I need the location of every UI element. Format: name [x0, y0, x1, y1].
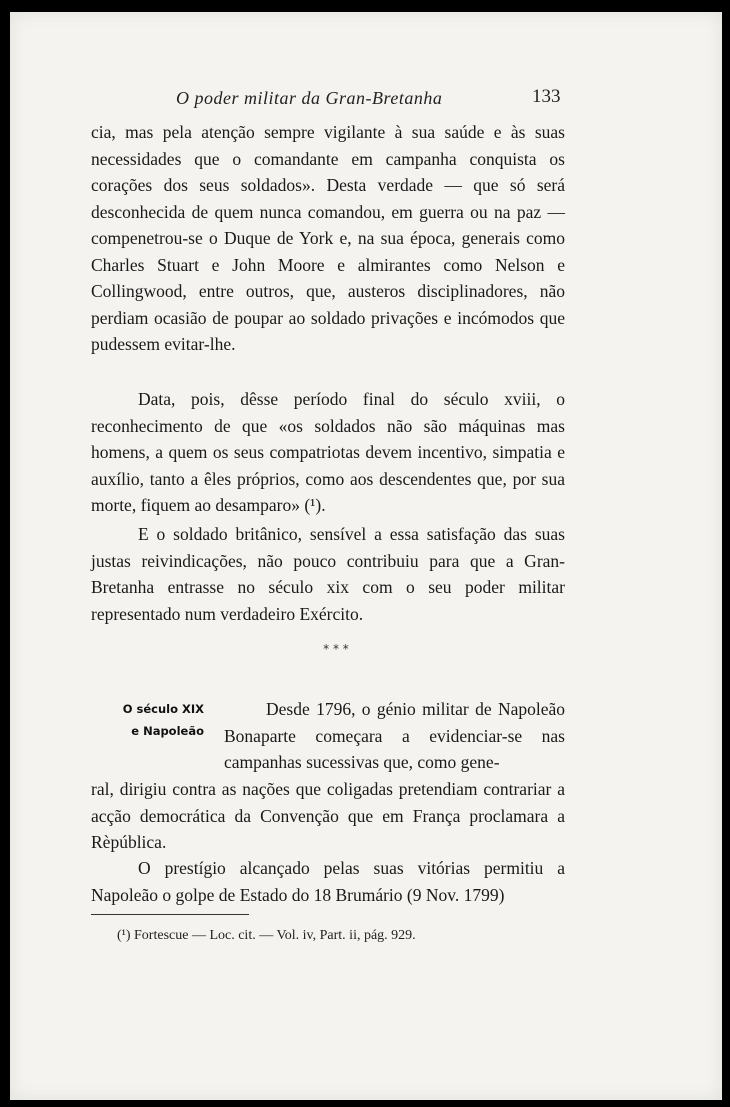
paragraph-5: O prestígio alcançado pelas suas vitórias permitiu a Napoleão o golpe de Estado do 18 Brumário (9 Nov. 1799)	[91, 858, 565, 905]
page-number: 133	[532, 86, 561, 107]
margin-note	[112, 698, 204, 742]
paragraph-1: cia, mas pela atenção sempre vigilante à sua saúde e às suas necessidades que o comandante em campanha conquista os corações dos seus soldados». Desta verdade — que só será desconhecida de quem nunca comandou, em guerra ou na paz — compenetrou-se o Duque de York e, na sua época, generais como Charles Stuart e John Moore e almirantes como Nelson e Collingwood, entre outros, que, austeros disciplinadores, não perdiam ocasião de poupar ao soldado privações e incómodos que pudessem evitar-lhe.	[91, 122, 565, 354]
paragraph-3: E o soldado britânico, sensível a essa satisfação das suas justas reivindicações, não pouco contribuiu para que a Gran-Bretanha entrasse no século xix com o seu poder militar representado num verdadeiro Exército.	[91, 524, 565, 624]
footnote-divider	[91, 914, 249, 915]
footnote: (¹) Fortescue — Loc. cit. — Vol. iv, Part. ii, pág. 929.	[117, 928, 416, 943]
section-break: * * *	[323, 642, 349, 656]
book-page	[10, 12, 722, 1100]
paragraph-4-intro: Desde 1796, o génio militar de Napoleão Bonaparte começara a evidenciar-se nas campanhas sucessivas que, como gene-	[224, 699, 565, 772]
running-title: O poder militar da Gran-Bretanha	[176, 88, 443, 108]
paragraph-4-continued: ral, dirigiu contra as nações que coligadas pretendiam contrariar a acção democrática da Convenção que em França proclamara a Rèpública.	[91, 779, 565, 852]
paragraph-2: Data, pois, dêsse período final do século xviii, o reconhecimento de que «os soldados não são máquinas mas homens, a quem os seus compatriotas devem incentivo, simpatia e auxílio, tanto a êles próprios, como aos descendentes que, por sua morte, fiquem ao desamparo» (¹).	[91, 389, 565, 515]
page-header	[10, 88, 722, 112]
margin-note-line-1: O século XIX	[122, 702, 204, 716]
margin-note-line-2: e Napoleão	[131, 724, 204, 738]
